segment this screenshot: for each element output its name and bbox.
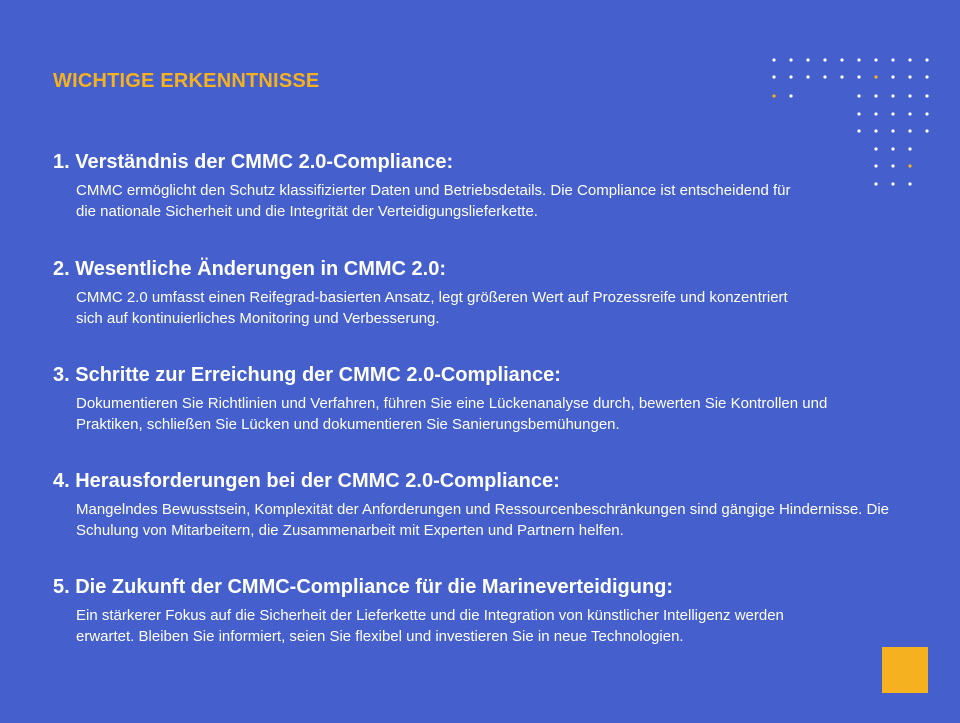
decorative-dot [857,58,860,61]
decorative-dot [823,58,826,61]
decorative-dot [925,75,928,78]
decorative-dot [891,75,894,78]
decorative-dot [908,94,911,97]
decorative-dot [840,75,843,78]
takeaway-title: 2. Wesentliche Änderungen in CMMC 2.0: [53,258,447,280]
accent-square [882,647,928,693]
decorative-dot [874,129,877,132]
takeaway-item-3 [53,363,923,435]
decorative-dot [789,58,792,61]
decorative-dot [789,75,792,78]
decorative-dot [874,112,877,115]
decorative-dot [874,58,877,61]
decorative-dot [908,75,911,78]
decorative-dot [772,58,775,61]
decorative-dot [772,75,775,78]
decorative-dot [925,94,928,97]
takeaway-item-4 [53,469,923,541]
decorative-dot [857,129,860,132]
decorative-dot [908,112,911,115]
decorative-dot [840,58,843,61]
decorative-dot [891,112,894,115]
decorative-dot [857,112,860,115]
decorative-dot [874,75,877,78]
section-heading: WICHTIGE ERKENNTNISSE [53,70,320,92]
decorative-dot [874,94,877,97]
decorative-dot [857,75,860,78]
takeaway-title: 3. Schritte zur Erreichung der CMMC 2.0-Compliance: [53,364,561,386]
takeaway-item-5 [53,575,923,647]
decorative-dot [857,94,860,97]
decorative-dot [806,75,809,78]
decorative-dot [789,94,792,97]
decorative-dot [925,112,928,115]
takeaway-title: 5. Die Zukunft der CMMC-Compliance für die Marineverteidigung: [53,576,674,598]
decorative-dot [823,75,826,78]
takeaway-item-2 [53,257,923,329]
takeaway-title: 1. Verständnis der CMMC 2.0-Compliance: [53,151,454,173]
decorative-dot [891,58,894,61]
takeaway-body: Dokumentieren Sie Richtlinien und Verfahren, führen Sie eine Lückenanalyse durch, bewerten Sie Kontrollen und Praktiken, schließen Sie Lücken und dokumentieren Sie Sanierungsbemühungen. [76,395,828,433]
decorative-dot [806,58,809,61]
decorative-dot [891,129,894,132]
takeaway-title: 4. Herausforderungen bei der CMMC 2.0-Compliance: [53,470,560,492]
decorative-dot [925,129,928,132]
takeaway-body: Ein stärkerer Fokus auf die Sicherheit der Lieferkette und die Integration von künstlicher Intelligenz werden erwartet. Bleiben Sie informiert, seien Sie flexibel und investieren Sie in neue Technologien. [76,607,784,645]
decorative-dot [925,58,928,61]
decorative-dot [908,129,911,132]
decorative-dot [891,94,894,97]
takeaway-body: Mangelndes Bewusstsein, Komplexität der Anforderungen und Ressourcenbeschränkungen sind gängige Hindernisse. Die Schulung von Mitarbeitern, die Zusammenarbeit mit Experten und Partnern helfen. [76,501,890,539]
decorative-dot [908,58,911,61]
takeaway-item-1 [53,150,923,222]
decorative-dot [772,94,775,97]
takeaway-body: CMMC 2.0 umfasst einen Reifegrad-basierten Ansatz, legt größeren Wert auf Prozessreife und konzentriert sich auf kontinuierliches Monitoring und Verbesserung. [76,289,788,327]
takeaway-body: CMMC ermöglicht den Schutz klassifizierter Daten und Betriebsdetails. Die Compliance ist entscheidend für die nationale Sicherheit und die Integrität der Verteidigungslieferkette. [76,182,791,220]
